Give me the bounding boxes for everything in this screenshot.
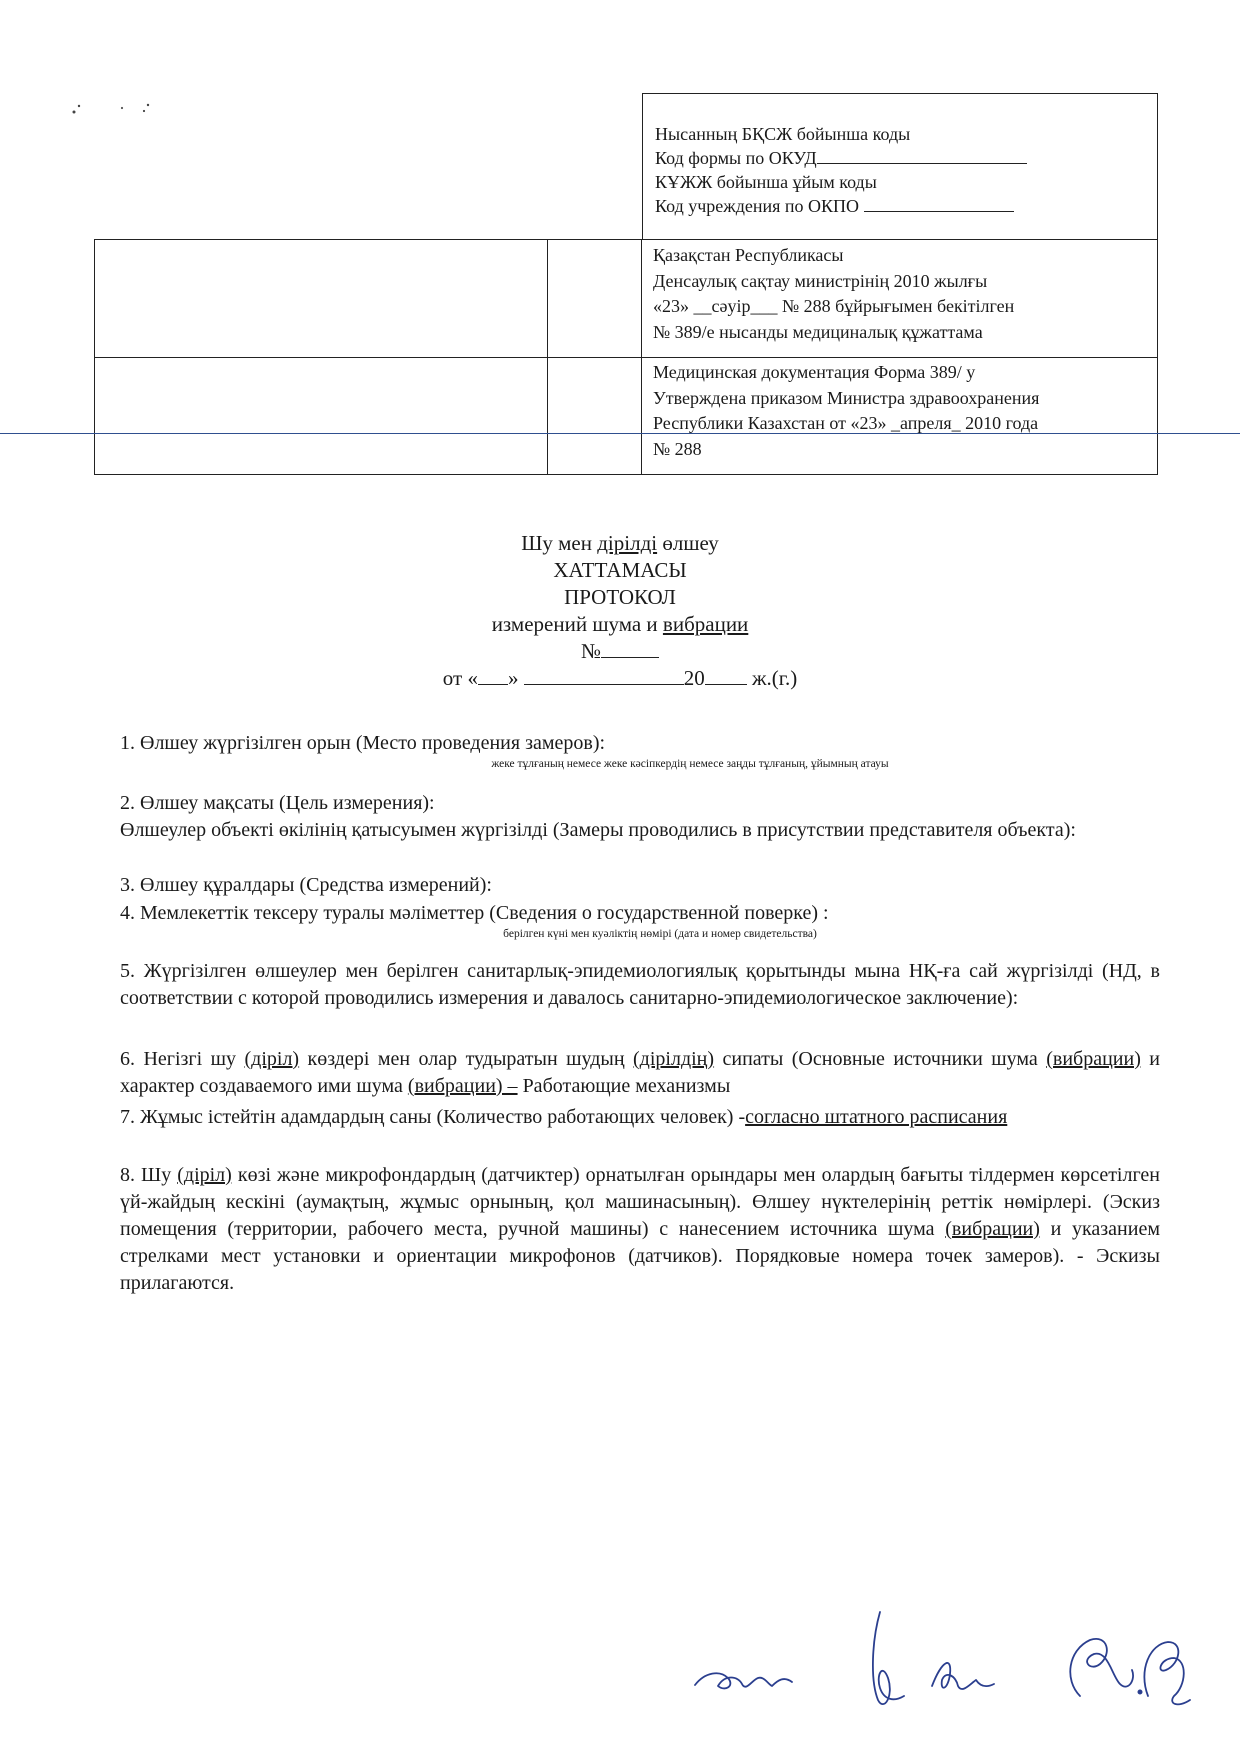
signature-3-stroke [932,1663,994,1689]
item-6-part-b: (діріл) [244,1048,300,1070]
item-5: 5. Жүргізілген өлшеулер мен берілген санитарлық-эпидемиологиялық қорытынды мына НҚ-ға сай жүргізілді (НД, в соответствии с которой проводились измерения и давалось санитарно-эпидемиологическое заключение): [120,960,1160,1009]
item-8-part-a: 8. Шу [120,1164,178,1186]
item-4 [120,900,1160,941]
item-7-part-a: 7. Жұмыс істейтін адамдардың саны (Количество работающих человек) - [120,1106,746,1128]
ru-approval-line-2: Утверждена приказом Министра здравоохранения [653,387,1040,408]
item-6-part-f: (вибрации) [1046,1048,1141,1070]
item-6-part-e: сипаты (Основные источники шума [714,1048,1047,1070]
item-6-part-g: и характер создаваемого ими шума [120,1048,1161,1097]
item-8-part-c: көзі және микрофондардың (датчиктер) орнатылған орындары мен олардың бағыты тілдермен көрсетілген үй-жайдың кескіні (аумақтың, жұмыс орнының, қол машинасының). Өлшеу нүктелерінің реттік нөмірлері. (Эскиз помещения (территории, рабочего места, ручной машины) с нанесением источника шума [120,1164,1160,1240]
title-line-3: ПРОТОКОЛ [564,585,676,609]
title-line-2: ХАТТАМАСЫ [553,558,687,582]
code-line-1: Нысанның БҚСЖ бойынша коды [655,124,911,144]
item-4-note: берілген күні мен куәліктің нөмірі (дата и номер свидетельства) [503,928,817,940]
number-label: № [580,639,602,663]
ru-approval-line-1: Медицинская документация Форма 389/ у [653,362,976,382]
date-prefix: от « [442,666,478,690]
title-line-1-suffix: өлшеу [657,531,719,555]
item-2-text: 2. Өлшеу мақсаты (Цель измерения): [120,792,435,814]
grid-row-divider [95,357,1157,358]
code-line-2 [655,148,1027,169]
ru-approval-block [653,360,1039,462]
code-line-3: КҰЖЖ бойынша ұйым коды [655,172,877,192]
handwritten-signatures [680,1600,1220,1720]
item-1-text: 1. Өлшеу жүргізілген орын (Место проведения замеров): [120,732,606,754]
scan-specks [70,98,160,118]
item-7 [120,1104,1160,1131]
item-8-part-d: (вибрации) [945,1218,1040,1240]
protocol-number [0,638,1240,665]
code-line-2-label: Код формы по ОКУД [655,148,817,168]
protocol-date [0,665,1240,692]
date-month-blank[interactable] [524,668,684,685]
date-day-blank[interactable] [478,668,508,685]
header-grid [94,239,1158,475]
title-line-1-underlined: дірілді [597,531,658,555]
item-7-part-b: согласно штатного расписания [745,1106,1008,1128]
item-6-part-i: Работающие механизмы [517,1075,731,1097]
code-blank-okud[interactable] [817,149,1027,164]
form-codes-box [642,93,1158,239]
item-6-part-h: (вибрации) – [407,1075,518,1097]
signature-4-dot [1138,1690,1141,1693]
item-8-part-b: (діріл) [177,1164,232,1186]
code-line-4-label: Код учреждения по ОКПО [655,196,860,216]
item-8 [120,1162,1160,1297]
code-blank-okpo[interactable] [864,197,1014,212]
item-2 [120,790,1160,844]
date-suffix: ж.(г.) [751,666,798,690]
signature-4-stroke-b [1144,1642,1190,1704]
scan-blue-line [0,433,1240,434]
title-line-1 [0,530,1240,557]
kz-approval-line-2: Денсаулық сақтау министрінің 2010 жылғы [653,270,988,291]
date-year: 20 [683,666,705,690]
item-6-part-a: 6. Негізгі шу [120,1048,245,1070]
item-8-part-e: и указанием стрелками мест установки и ориентации микрофонов (датчиков). Порядковые номера точек замеров). - Эскизы прилагаются. [120,1218,1160,1294]
kz-approval-block [653,243,1014,345]
item-4-text: 4. Мемлекеттік тексеру туралы мәліметтер (Сведения о государственной поверке) : [120,902,829,924]
kz-approval-line-4: № 389/е нысанды медициналық құжаттама [653,321,983,342]
kz-approval-line-1: Қазақстан Республикасы [653,245,844,265]
signature-4-stroke-a [1070,1639,1133,1696]
item-6 [120,1046,1160,1100]
title-line-1-prefix: Шу мен [521,531,598,555]
date-year-blank[interactable] [705,668,747,685]
protocol-title [0,530,1240,692]
title-line-4-underlined: вибрации [662,612,749,636]
item-6-part-d: (дірілдің) [633,1048,715,1070]
item-3: 3. Өлшеу құралдары (Средства измерений): [120,874,492,896]
item-1-note: жеке тұлғаның немесе жеке кәсіпкердің немесе заңды тұлғаның, ұйымның атауы [491,758,889,770]
date-mid: » [507,666,519,690]
title-line-4-prefix: измерений шума и [491,612,663,636]
kz-approval-line-3: «23» __сәуір___ № 288 бұйрығымен бекітілген [653,296,1015,316]
signature-1-stroke [695,1673,792,1688]
item-6-part-c: көздері мен олар тудыратын шудың [299,1048,634,1070]
title-line-4 [0,611,1240,638]
ru-approval-line-4: № 288 [653,438,702,459]
ru-approval-line-3: Республики Казахстан от «23» _апреля_ 2010 года [653,413,1039,433]
code-line-4 [655,196,1014,217]
item-2-body: Өлшеулер объекті өкілінің қатысуымен жүргізілді (Замеры проводились в присутствии представителя объекта): [120,819,1076,841]
number-blank[interactable] [601,641,659,658]
signature-2-stroke [873,1612,904,1704]
item-1 [120,730,1160,771]
